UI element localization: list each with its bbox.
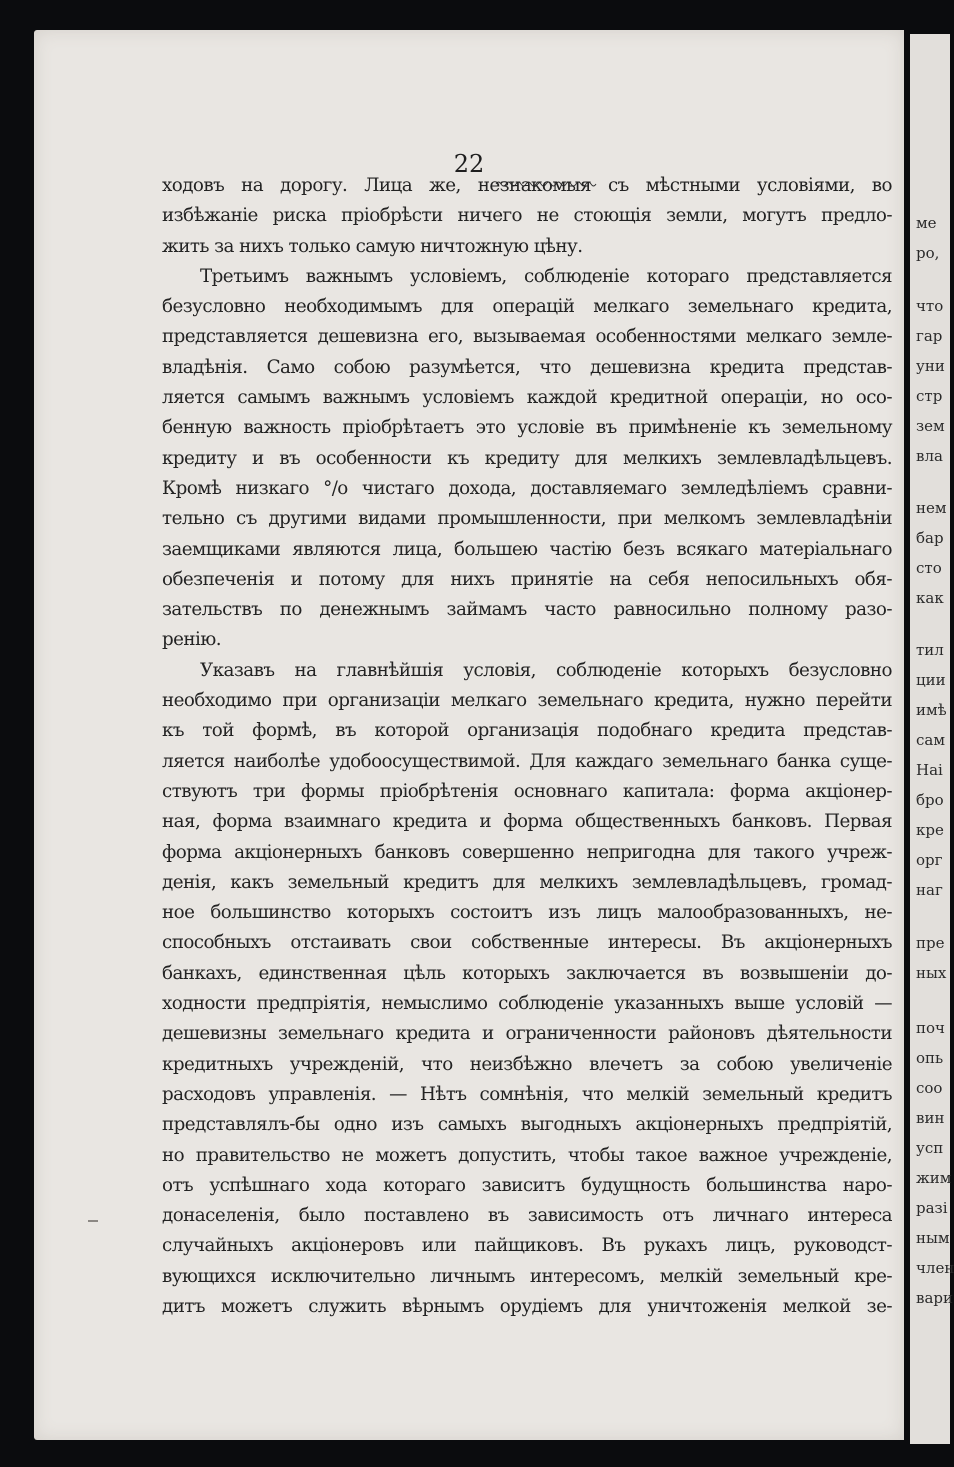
adjacent-page-text-fragment: сто (916, 559, 942, 577)
adjacent-page-text-fragment: ным (916, 1229, 950, 1247)
text-line: бенную важность пріобрѣтаетъ это условіе въ примѣненіе къ земельному (162, 417, 892, 439)
adjacent-page-text-fragment: нем (916, 499, 947, 517)
text-line: дешевизны земельнаго кредита и ограниченности районовъ дѣятельности (162, 1023, 892, 1045)
text-line: Указавъ на главнѣйшія условія, соблюденіе которыхъ безусловно (200, 659, 892, 681)
adjacent-page-text-fragment: вла (916, 447, 943, 465)
adjacent-page-text-fragment: ции (916, 671, 946, 689)
adjacent-page-text-fragment: ных (916, 964, 947, 982)
body-text (162, 171, 892, 1322)
text-line: но правительство не можетъ допустить, чтобы такое важное учрежденіе, (162, 1144, 892, 1166)
text-line: вующихся исключительно личнымъ интересомъ, мелкій земельный кре- (162, 1265, 892, 1287)
adjacent-page-text-fragment: стр (916, 387, 943, 405)
text-line: тельно съ другими видами промышленности, при мелкомъ землевладѣніи (162, 508, 892, 530)
adjacent-page-text-fragment: ро, (916, 244, 940, 262)
adjacent-page-text-fragment: зем (916, 417, 945, 435)
text-line: ходовъ на дорогу. Лица же, незнакомыя съ мѣстными условіями, во (162, 175, 892, 196)
text-line: представлялъ-бы одно изъ самыхъ выгодныхъ акціонерныхъ предпріятій, (162, 1114, 892, 1136)
text-line: ствуютъ три формы пріобрѣтенія основнаго капитала: форма акціонер- (162, 780, 892, 802)
adjacent-page-text-fragment: тил (916, 641, 944, 659)
adjacent-page-text-fragment: бро (916, 791, 944, 809)
adjacent-page-text-fragment: имѣ (916, 701, 947, 719)
text-line: дитъ можетъ служить вѣрнымъ орудіемъ для уничтоженія мелкой зе- (162, 1295, 892, 1317)
text-line: къ той формѣ, въ которой организація подобнаго кредита представ- (162, 720, 892, 742)
adjacent-page-text-fragment: усп (916, 1139, 944, 1157)
text-line: случайныхъ акціонеровъ или пайщиковъ. Въ рукахъ лицъ, руководст- (162, 1235, 892, 1257)
text-line: представляется дешевизна его, вызываемая особенностями мелкаго земле- (162, 326, 892, 348)
text-line: заемщиками являются лица, большею частію безъ всякаго матеріальнаго (162, 538, 892, 560)
page-number: 22 (453, 150, 485, 178)
text-line: необходимо при организаціи мелкаго земельнаго кредита, нужно перейти (162, 690, 892, 712)
adjacent-page-edge (910, 34, 954, 1444)
adjacent-page-text-fragment: соо (916, 1079, 943, 1097)
text-line: форма акціонерныхъ банковъ совершенно непригодна для такого учреж- (162, 841, 892, 863)
text-line: ренію. (162, 629, 221, 651)
text-line: ная, форма взаимнаго кредита и форма общественныхъ банковъ. Первая (162, 811, 892, 833)
adjacent-page-text-fragment: поч (916, 1019, 945, 1037)
adjacent-page-text-fragment: уни (916, 357, 945, 375)
adjacent-page-text-fragment: Наі (916, 761, 943, 779)
text-line: денія, какъ земельный кредитъ для мелкихъ землевладѣльцевъ, громад- (162, 871, 892, 893)
text-line: кредитныхъ учрежденій, что неизбѣжно влечетъ за собою увеличеніе (162, 1053, 892, 1075)
text-line: жить за нихъ только самую ничтожную цѣну. (162, 235, 583, 257)
adjacent-page-text-fragment: член (916, 1259, 954, 1277)
text-line: ходности предпріятія, немыслимо соблюденіе указанныхъ выше условій — (162, 993, 892, 1015)
text-line: безусловно необходимымъ для операцій мелкаго земельнаго кредита, (162, 296, 892, 318)
adjacent-page-text-fragment: наг (916, 881, 943, 899)
text-line: обезпеченія и потому для нихъ принятіе на себя непосильныхъ обя- (162, 568, 892, 590)
text-line: ное большинство которыхъ состоитъ изъ лицъ малообразованныхъ, не- (162, 902, 892, 924)
adjacent-page-text-fragment: разі (916, 1199, 948, 1217)
adjacent-page-text-fragment: жим (916, 1169, 952, 1187)
text-line: способныхъ отстаивать свои собственные интересы. Въ акціонерныхъ (162, 932, 892, 954)
text-line: владѣнія. Само собою разумѣется, что дешевизна кредита представ- (162, 356, 892, 378)
text-line: ляется самымъ важнымъ условіемъ каждой кредитной операціи, но осо- (162, 387, 892, 409)
adjacent-page-text-fragment: пре (916, 934, 945, 952)
adjacent-page-text-fragment: опь (916, 1049, 944, 1067)
adjacent-page-text-fragment: вин (916, 1109, 945, 1127)
text-line: Третьимъ важнымъ условіемъ, соблюденіе котораго представляется (200, 265, 892, 287)
adjacent-page-text-fragment: гар (916, 327, 943, 345)
margin-mark (88, 1220, 98, 1222)
text-line: зательствъ по денежнымъ займамъ часто равносильно полному разо- (162, 599, 892, 621)
text-line: донаселенія, было поставлено въ зависимость отъ личнаго интереса (162, 1205, 892, 1227)
adjacent-page-text-fragment: что (916, 297, 944, 315)
text-line: Кромѣ низкаго °/о чистаго дохода, доставляемаго земледѣліемъ сравни- (162, 477, 892, 499)
text-line: ляется наиболѣе удобоосуществимой. Для каждаго земельнаго банка суще- (162, 750, 892, 772)
adjacent-page-text-fragment: сам (916, 731, 946, 749)
adjacent-page-text-fragment: бар (916, 529, 944, 547)
text-line: расходовъ управленія. — Нѣтъ сомнѣнія, что мелкій земельный кредитъ (162, 1083, 892, 1105)
adjacent-page-text-fragment: ме (916, 214, 937, 232)
adjacent-page-text-fragment: как (916, 589, 944, 607)
text-line: избѣжаніе риска пріобрѣсти ничего не стоющія земли, могутъ предло- (162, 205, 892, 227)
adjacent-page-text-fragment: орг (916, 851, 943, 869)
text-line: банкахъ, единственная цѣль которыхъ заключается въ возвышеніи до- (162, 962, 892, 984)
text-line: кредиту и въ особенности къ кредиту для мелкихъ землевладѣльцевъ. (162, 447, 892, 469)
text-line: отъ успѣшнаго хода котораго зависитъ будущность большинства наро- (162, 1174, 892, 1196)
adjacent-page-text-fragment: вари (916, 1289, 953, 1307)
adjacent-page-text-fragment: кре (916, 821, 944, 839)
